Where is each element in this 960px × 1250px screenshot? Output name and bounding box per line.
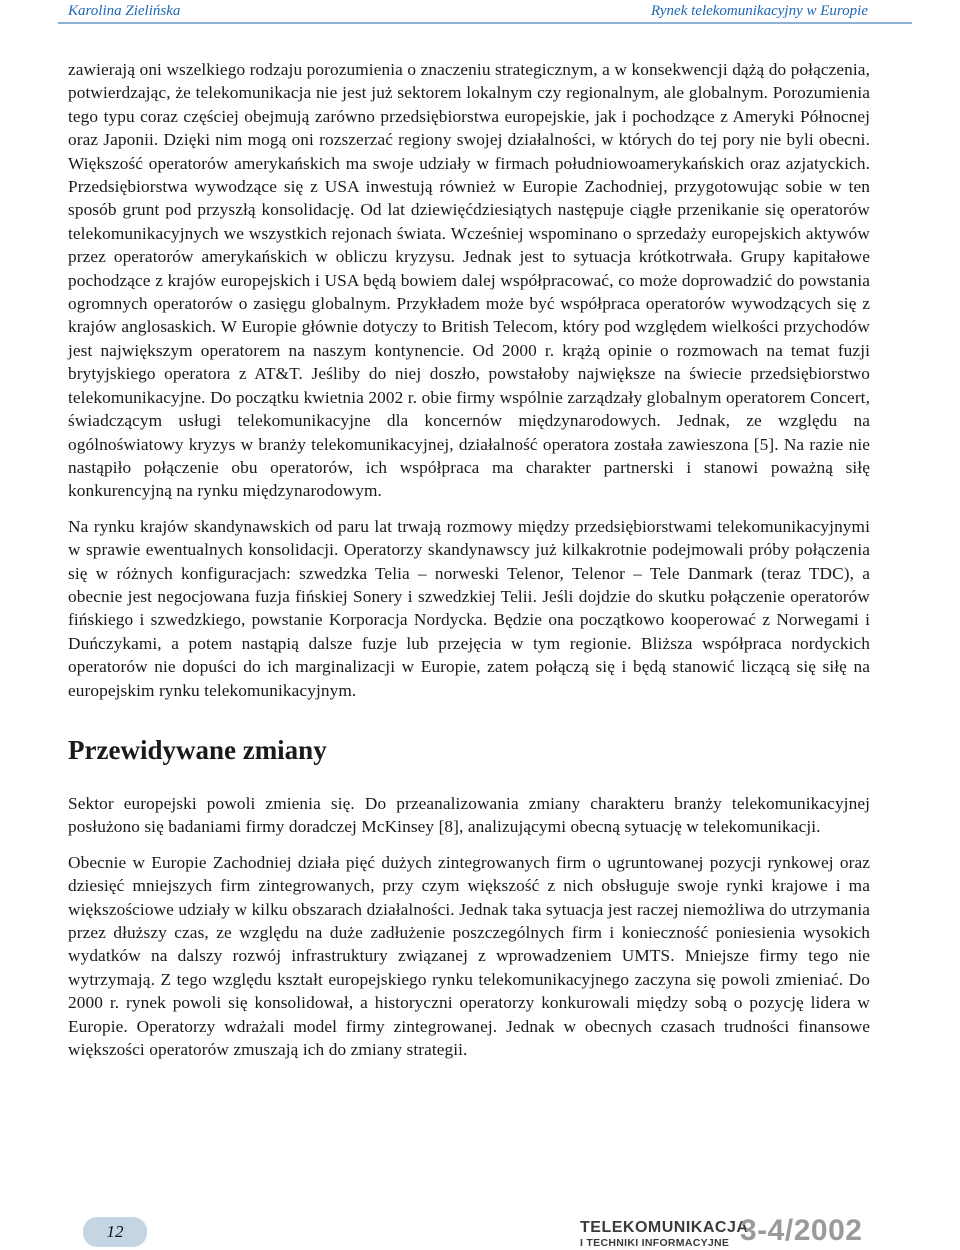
header-rule xyxy=(58,22,912,24)
article-body xyxy=(68,58,870,1073)
page-footer xyxy=(0,1214,960,1248)
header-title: Rynek telekomunikacyjny w Europie xyxy=(651,3,868,19)
paragraph-2: Na rynku krajów skandynawskich od paru lat trwają rozmowy między przedsiębiorstwami telekomunikacyjnymi w sprawie ewentualnych konsolidacji. Operatorzy skandynawscy już kilkakrotnie podejmowali próby połączenia się w różnych konfiguracjach: szwedzka Telia – norweski Telenor, Telenor – Tele Danmark (teraz TDC), a obecnie jest negocjowana fuzja fińskiej Sonery i szwedzkiej Telii. Jeśli dojdzie do skutku połączenie operatorów fińskiego i szwedzkiego, powstanie Korporacja Nordycka. Będzie ona początkowo kooperować z Norwegami i Duńczykami, a potem nastąpią dalsze fuzje lub przejęcia w tym regionie. Bliższa współpraca nordyckich operatorów nie dopuści do ich marginalizacji w Europie, zatem połączą się i będą stanowić liczącą się siłę na europejskim rynku telekomunikacyjnym. xyxy=(68,516,870,700)
journal-name xyxy=(580,1220,748,1250)
page-number-badge xyxy=(83,1217,147,1247)
running-header xyxy=(0,0,960,28)
header-author: Karolina Zielińska xyxy=(68,3,181,19)
paragraph-4: Obecnie w Europie Zachodniej działa pięć dużych zintegrowanych firm o ugruntowanej pozycji rynkowej oraz dziesięć mniejszych firm zintegrowanych, przy czym większość z nich obsługuje swoje rynki krajowe i ma większościowe udziały w kilku obszarach działalności. Jednak taka sytuacja jest raczej niemożliwa do utrzymania przez dłuższy czas, ze względu na duże zadłużenie poszczególnych firm i konieczność poniesienia wysokich wydatków na dalszy rozwój infrastruktury związanej z wprowadzeniem UMTS. Mniejsze firmy tego nie wytrzymają. Z tego względu kształt europejskiego rynku telekomunikacyjnego zaczyna się powoli zmieniać. Do 2000 r. rynek powoli się konsolidował, a historyczni operatorzy konkurowali między sobą o pozycję lidera w Europie. Operatorzy wdrażali model firmy zintegrowanej. Jednak w obecnych czasach trudności finansowe większości operatorów zmuszają ich do zmiany strategii. xyxy=(68,852,870,1060)
paragraph-3: Sektor europejski powoli zmienia się. Do przeanalizowania zmiany charakteru branży telekomunikacyjnej posłużono się badaniami firmy doradczej McKinsey [8], analizującymi obecną sytuację w telekomunikacji. xyxy=(68,793,870,837)
page-number: 12 xyxy=(106,1222,124,1241)
paragraph-1: zawierają oni wszelkiego rodzaju porozumienia o znaczeniu strategicznym, a w konsekwencji dążą do połączenia, potwierdzając, że telekomunikacja nie jest już sektorem lokalnym czy regionalnym, ale globalnym. Porozumienia tego typu coraz częściej obejmują zarówno przedsiębiorstwa europejskie, jak i pochodzące z Ameryki Północnej oraz Japonii. Dzięki nim mogą oni rozszerzać regiony swojej działalności, w których do tej pory nie byli obecni. Większość operatorów amerykańskich ma swoje udziały w firmach południowoamerykańskich oraz azjatyckich. Przedsiębiorstwa wywodzące się z USA inwestują również w Europie Zachodniej, przygotowując sobie w ten sposób grunt pod przyszłą konsolidację. Od lat dziewięćdziesiątych następuje ciągłe przenikanie się operatorów telekomunikacyjnych we wszystkich rejonach świata. Wcześniej wspominano o sprzedaży europejskich aktywów przez operatorów amerykańskich w obliczu kryzysu. Jednak jest to sytuacja krótkotrwała. Grupy kapitałowe pochodzące z krajów europejskich i USA będą bowiem dalej współpracować, co może doprowadzić do powstania ogromnych operatorów o zasięgu globalnym. Przykładem może być współpraca operatorów wywodzących się z krajów anglosaskich. W Europie głównie dotyczy to British Telecom, który pod względem wielkości przychodów jest największym operatorem na naszym kontynencie. Od 2000 r. krążą opinie o rozmowach na temat fuzji brytyjskiego operatora z AT&T. Jeśliby do niej doszło, powstałoby największe na świecie przedsiębiorstwo telekomunikacyjne. Do początku kwietnia 2002 r. obie firmy wspólnie zarządzały globalnym operatorem Concert, świadczącym usługi telekomunikacyjne dla koncernów międzynarodowych. Jednak, ze względu na ogólnoświatowy kryzys w branży telekomunikacyjnej, działalność operatora została zawieszona [5]. Na razie nie nastąpiło połączenie obu operatorów, ich współpraca ma charakter partnerski i stanowi poważną siłę konkurencyjną na rynku międzynarodowym. xyxy=(68,60,870,501)
journal-name-line1: TELEKOMUNIKACJA xyxy=(580,1219,749,1236)
section-heading: Przewidywane zmiany xyxy=(68,734,327,765)
issue-number: 3-4/2002 xyxy=(740,1214,863,1247)
journal-name-line2: I TECHNIKI INFORMACYJNE xyxy=(580,1237,730,1249)
